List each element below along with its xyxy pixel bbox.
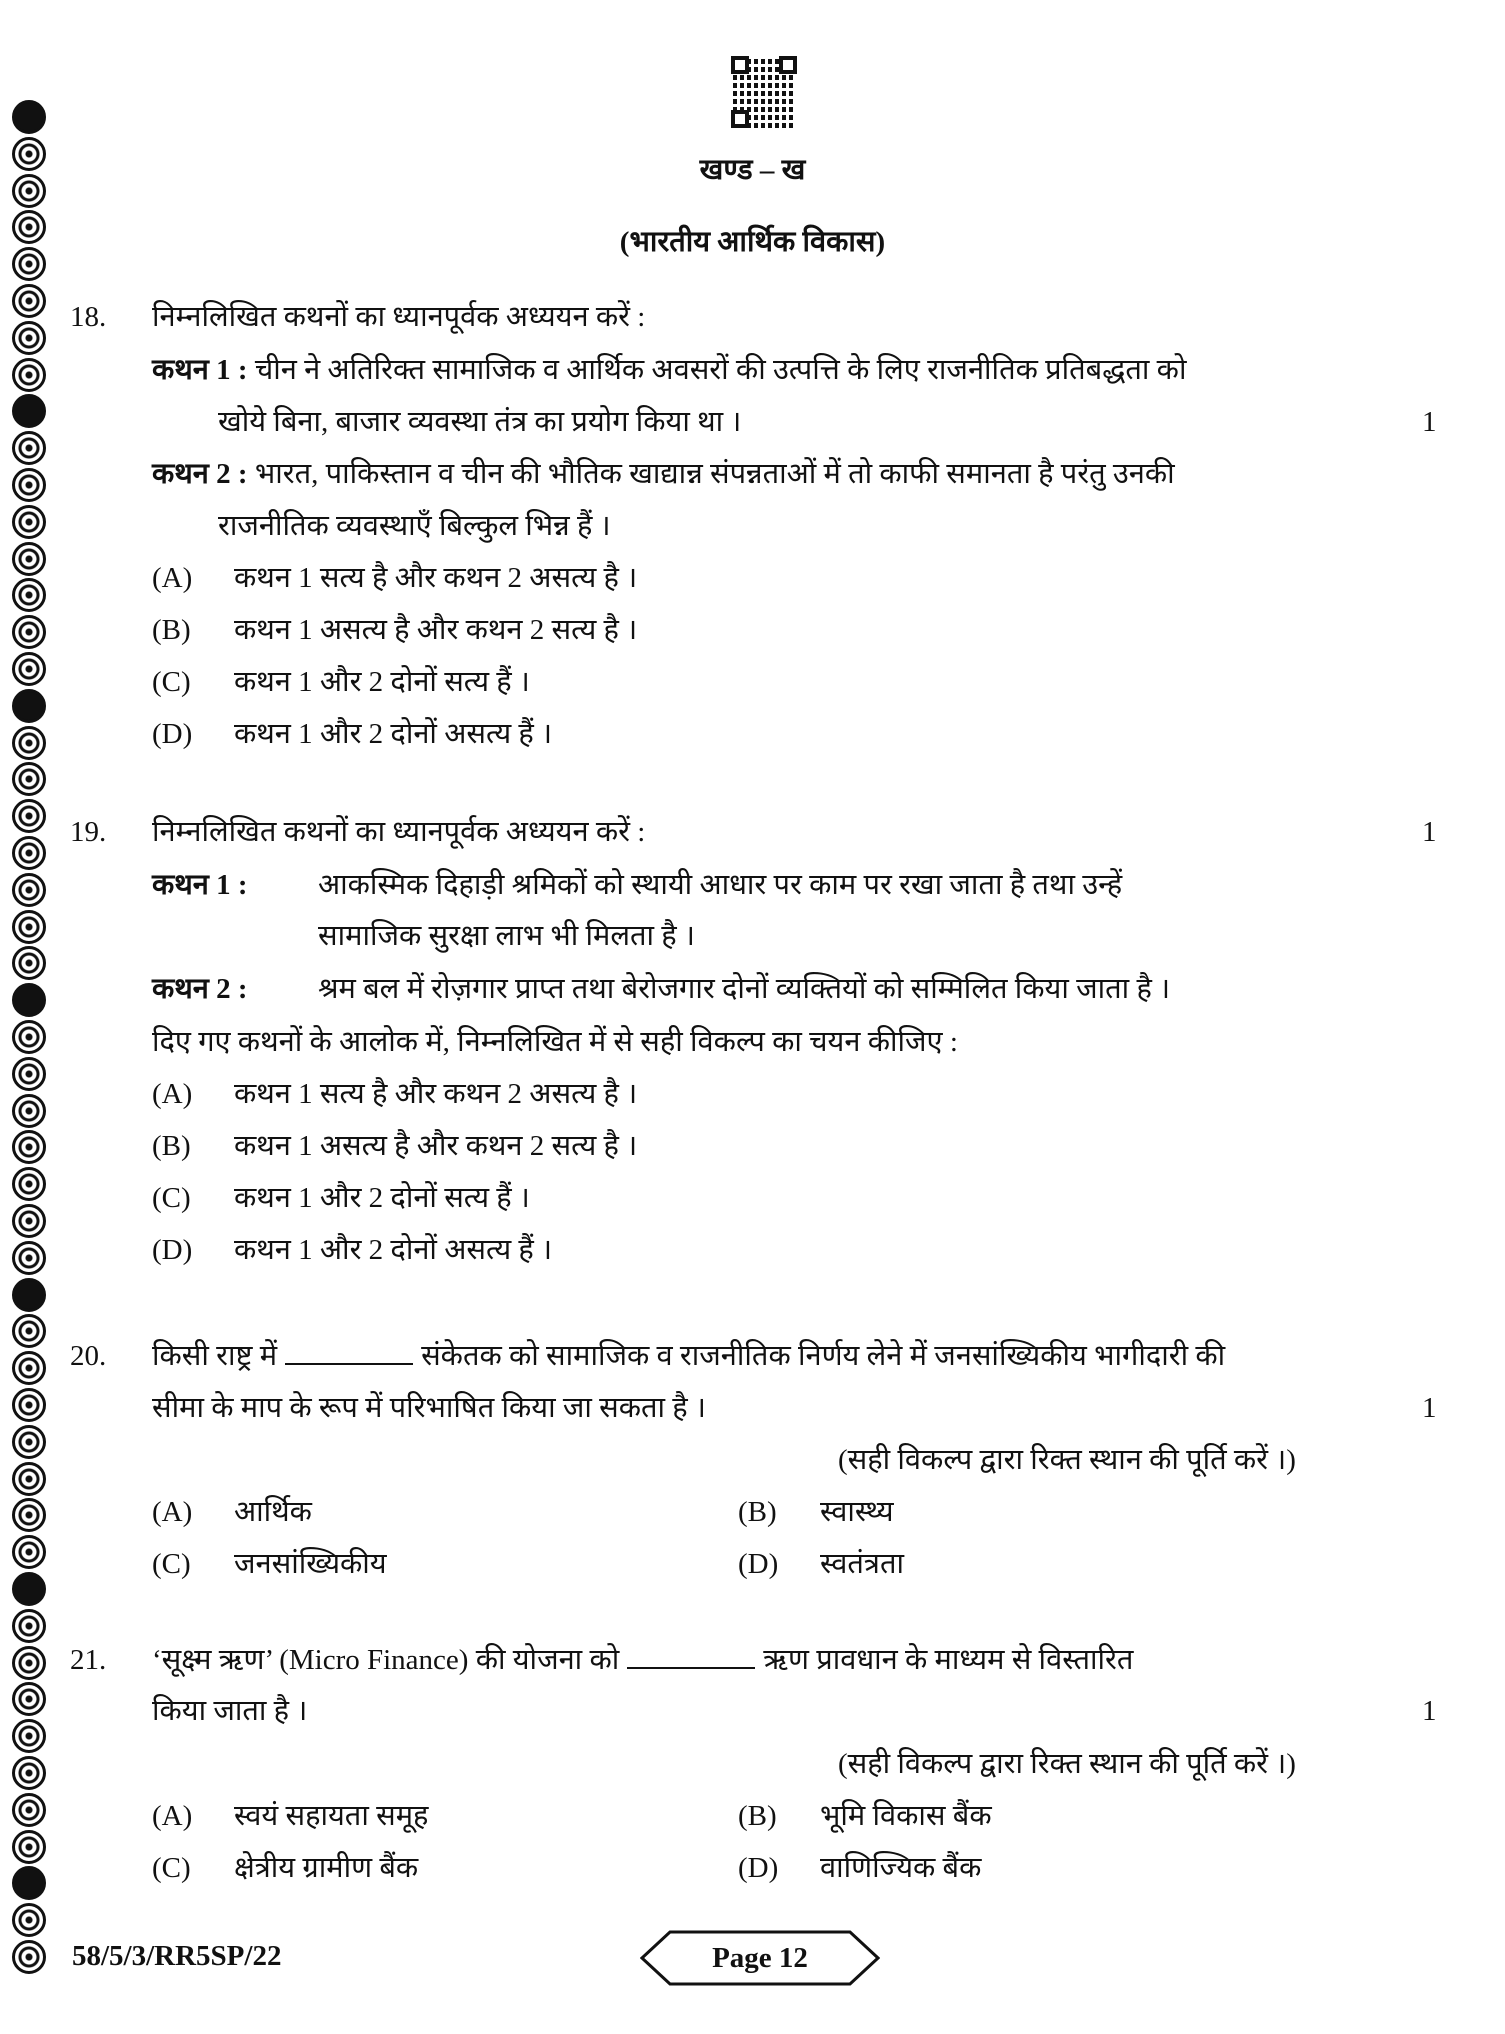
question-text: किया जाता है । (152, 1695, 308, 1727)
qr-corner (731, 56, 749, 74)
statement-text: खोये बिना, बाजार व्यवस्था तंत्र का प्रयोग किया था । (218, 406, 742, 438)
option-c[interactable] (152, 662, 530, 702)
question-text: किसी राष्ट्र में (152, 1340, 278, 1372)
statement-text: श्रम बल में रोज़गार प्राप्त तथा बेरोजगार दोनों व्यक्तियों को सम्मिलित किया जाता है । (318, 973, 1171, 1005)
margin-circle-icon (12, 100, 46, 134)
question-text: ऋण प्रावधान के माध्यम से विस्तारित (763, 1644, 1134, 1676)
question-number: 20. (70, 1340, 107, 1372)
margin-circle-icon (12, 284, 46, 318)
margin-circle-icon (12, 1351, 46, 1385)
margin-circle-icon (12, 873, 46, 907)
statement-label: कथन 1 : (152, 354, 248, 386)
margin-circle-icon (12, 946, 46, 980)
statement-label: कथन 1 : (152, 869, 248, 901)
section-heading: खण्ड – ख (699, 154, 806, 186)
option-c[interactable] (152, 1178, 530, 1218)
option-label: (A) (152, 562, 193, 594)
option-a[interactable] (152, 1796, 428, 1836)
option-label: (C) (152, 1852, 191, 1884)
margin-circle-icon (12, 983, 46, 1017)
page-number-badge (640, 1930, 880, 1986)
statement-text: भारत, पाकिस्तान व चीन की भौतिक खाद्यान्न संपन्नताओं में तो काफी समानता है परंतु उनकी (254, 458, 1175, 490)
margin-circle-icon (12, 1866, 46, 1900)
margin-circle-icon (12, 910, 46, 944)
margin-circle-icon (12, 1462, 46, 1496)
option-text: कथन 1 असत्य है और कथन 2 सत्य है । (234, 1130, 638, 1162)
option-label: (C) (152, 1548, 191, 1580)
question-intro: निम्नलिखित कथनों का ध्यानपूर्वक अध्ययन करें : (152, 301, 646, 333)
option-text: कथन 1 और 2 दोनों सत्य हैं । (234, 666, 530, 698)
fill-blank (627, 1641, 755, 1669)
margin-circle-icon (12, 431, 46, 465)
margin-circle-icon (12, 652, 46, 686)
option-text: भूमि विकास बैंक (820, 1800, 992, 1832)
margin-circle-icon (12, 1830, 46, 1864)
option-a[interactable] (152, 1492, 312, 1532)
option-b[interactable] (152, 610, 637, 650)
qr-corner (779, 56, 797, 74)
option-text: कथन 1 और 2 दोनों असत्य हैं । (234, 718, 553, 750)
statement-text: आकस्मिक दिहाड़ी श्रमिकों को स्थायी आधार पर काम पर रखा जाता है तथा उन्हें (318, 869, 1123, 901)
question-intro: निम्नलिखित कथनों का ध्यानपूर्वक अध्ययन करें : (152, 816, 646, 848)
option-a[interactable] (152, 1074, 637, 1114)
margin-circle-icon (12, 1646, 46, 1680)
option-label: (B) (152, 614, 191, 646)
margin-circle-icon (12, 1535, 46, 1569)
margin-circle-icon (12, 1903, 46, 1937)
question-number: 18. (70, 301, 107, 333)
question-text: संकेतक को सामाजिक व राजनीतिक निर्णय लेने में जनसांख्यिकीय भागीदारी की (421, 1340, 1226, 1372)
option-label: (B) (738, 1496, 777, 1528)
marks: 1 (1422, 816, 1437, 848)
margin-circle-icon (12, 1167, 46, 1201)
margin-circle-icon (12, 1094, 46, 1128)
question-text: सीमा के माप के रूप में परिभाषित किया जा सकता है । (152, 1392, 706, 1424)
margin-circle-icon (12, 1572, 46, 1606)
option-a[interactable] (152, 558, 637, 598)
option-d[interactable] (152, 714, 552, 754)
question-number: 21. (70, 1644, 107, 1676)
option-label: (D) (738, 1852, 779, 1884)
margin-circle-icon (12, 1241, 46, 1275)
margin-circle-icon (12, 1498, 46, 1532)
question-text: ‘सूक्ष्म ऋण’ (Micro Finance) की योजना को (152, 1644, 620, 1676)
option-text: स्वयं सहायता समूह (234, 1800, 429, 1832)
margin-circle-icon (12, 578, 46, 612)
margin-circle-icon (12, 726, 46, 760)
option-label: (D) (152, 718, 193, 750)
option-d[interactable] (738, 1848, 981, 1888)
statement-text: राजनीतिक व्यवस्थाएँ बिल्कुल भिन्न हैं । (218, 510, 611, 542)
option-b[interactable] (152, 1126, 637, 1166)
option-label: (D) (152, 1234, 193, 1266)
statement-label: कथन 2 : (152, 973, 248, 1005)
option-label: (A) (152, 1496, 193, 1528)
option-label: (A) (152, 1800, 193, 1832)
margin-circle-icon (12, 321, 46, 355)
margin-circle-icon (12, 762, 46, 796)
margin-circle-icon (12, 799, 46, 833)
option-text: क्षेत्रीय ग्रामीण बैंक (234, 1852, 419, 1884)
option-text: कथन 1 सत्य है और कथन 2 असत्य है । (234, 1078, 638, 1110)
option-text: वाणिज्यिक बैंक (820, 1852, 982, 1884)
margin-circle-border (8, 100, 52, 1980)
option-d[interactable] (738, 1544, 904, 1584)
option-text: कथन 1 असत्य है और कथन 2 सत्य है । (234, 614, 638, 646)
margin-circle-icon (12, 1793, 46, 1827)
option-text: स्वास्थ्य (820, 1496, 894, 1528)
section-subtitle: (भारतीय आर्थिक विकास) (619, 226, 886, 258)
option-label: (D) (738, 1548, 779, 1580)
margin-circle-icon (12, 358, 46, 392)
margin-circle-icon (12, 394, 46, 428)
margin-circle-icon (12, 542, 46, 576)
option-b[interactable] (738, 1492, 894, 1532)
question-instruction: दिए गए कथनों के आलोक में, निम्नलिखित में से सही विकल्प का चयन कीजिए : (152, 1026, 958, 1058)
option-text: आर्थिक (234, 1496, 312, 1528)
option-label: (B) (152, 1130, 191, 1162)
marks: 1 (1422, 1695, 1437, 1727)
option-text: कथन 1 सत्य है और कथन 2 असत्य है । (234, 562, 638, 594)
margin-circle-icon (12, 505, 46, 539)
option-text: स्वतंत्रता (820, 1548, 904, 1580)
margin-circle-icon (12, 1278, 46, 1312)
option-c[interactable] (152, 1848, 418, 1888)
margin-circle-icon (12, 468, 46, 502)
question-hint: (सही विकल्प द्वारा रिक्त स्थान की पूर्ति करें ।) (838, 1444, 1296, 1476)
option-c[interactable] (152, 1544, 387, 1584)
margin-circle-icon (12, 1388, 46, 1422)
marks: 1 (1422, 1392, 1437, 1424)
margin-circle-icon (12, 615, 46, 649)
margin-circle-icon (12, 1940, 46, 1974)
statement-text: सामाजिक सुरक्षा लाभ भी मिलता है । (318, 920, 695, 952)
option-label: (C) (152, 1182, 191, 1214)
margin-circle-icon (12, 1425, 46, 1459)
page-number: Page 12 (712, 1942, 808, 1974)
margin-circle-icon (12, 1756, 46, 1790)
statement-label: कथन 2 : (152, 458, 248, 490)
qr-corner (731, 110, 749, 128)
option-text: जनसांख्यिकीय (234, 1548, 387, 1580)
question-hint: (सही विकल्प द्वारा रिक्त स्थान की पूर्ति करें ।) (838, 1748, 1296, 1780)
margin-circle-icon (12, 1682, 46, 1716)
margin-circle-icon (12, 1130, 46, 1164)
margin-circle-icon (12, 1609, 46, 1643)
paper-code: 58/5/3/RR5SP/22 (72, 1940, 282, 1972)
margin-circle-icon (12, 1204, 46, 1238)
option-b[interactable] (738, 1796, 992, 1836)
margin-circle-icon (12, 1057, 46, 1091)
option-label: (C) (152, 666, 191, 698)
question-number: 19. (70, 816, 107, 848)
margin-circle-icon (12, 1719, 46, 1753)
margin-circle-icon (12, 1314, 46, 1348)
statement-text: चीन ने अतिरिक्त सामाजिक व आर्थिक अवसरों की उत्पत्ति के लिए राजनीतिक प्रतिबद्धता को (254, 354, 1187, 386)
option-label: (A) (152, 1078, 193, 1110)
fill-blank (285, 1337, 413, 1365)
option-text: कथन 1 और 2 दोनों सत्य हैं । (234, 1182, 530, 1214)
margin-circle-icon (12, 836, 46, 870)
margin-circle-icon (12, 1020, 46, 1054)
option-d[interactable] (152, 1230, 552, 1270)
marks: 1 (1422, 406, 1437, 438)
option-label: (B) (738, 1800, 777, 1832)
option-text: कथन 1 और 2 दोनों असत्य हैं । (234, 1234, 553, 1266)
margin-circle-icon (12, 689, 46, 723)
